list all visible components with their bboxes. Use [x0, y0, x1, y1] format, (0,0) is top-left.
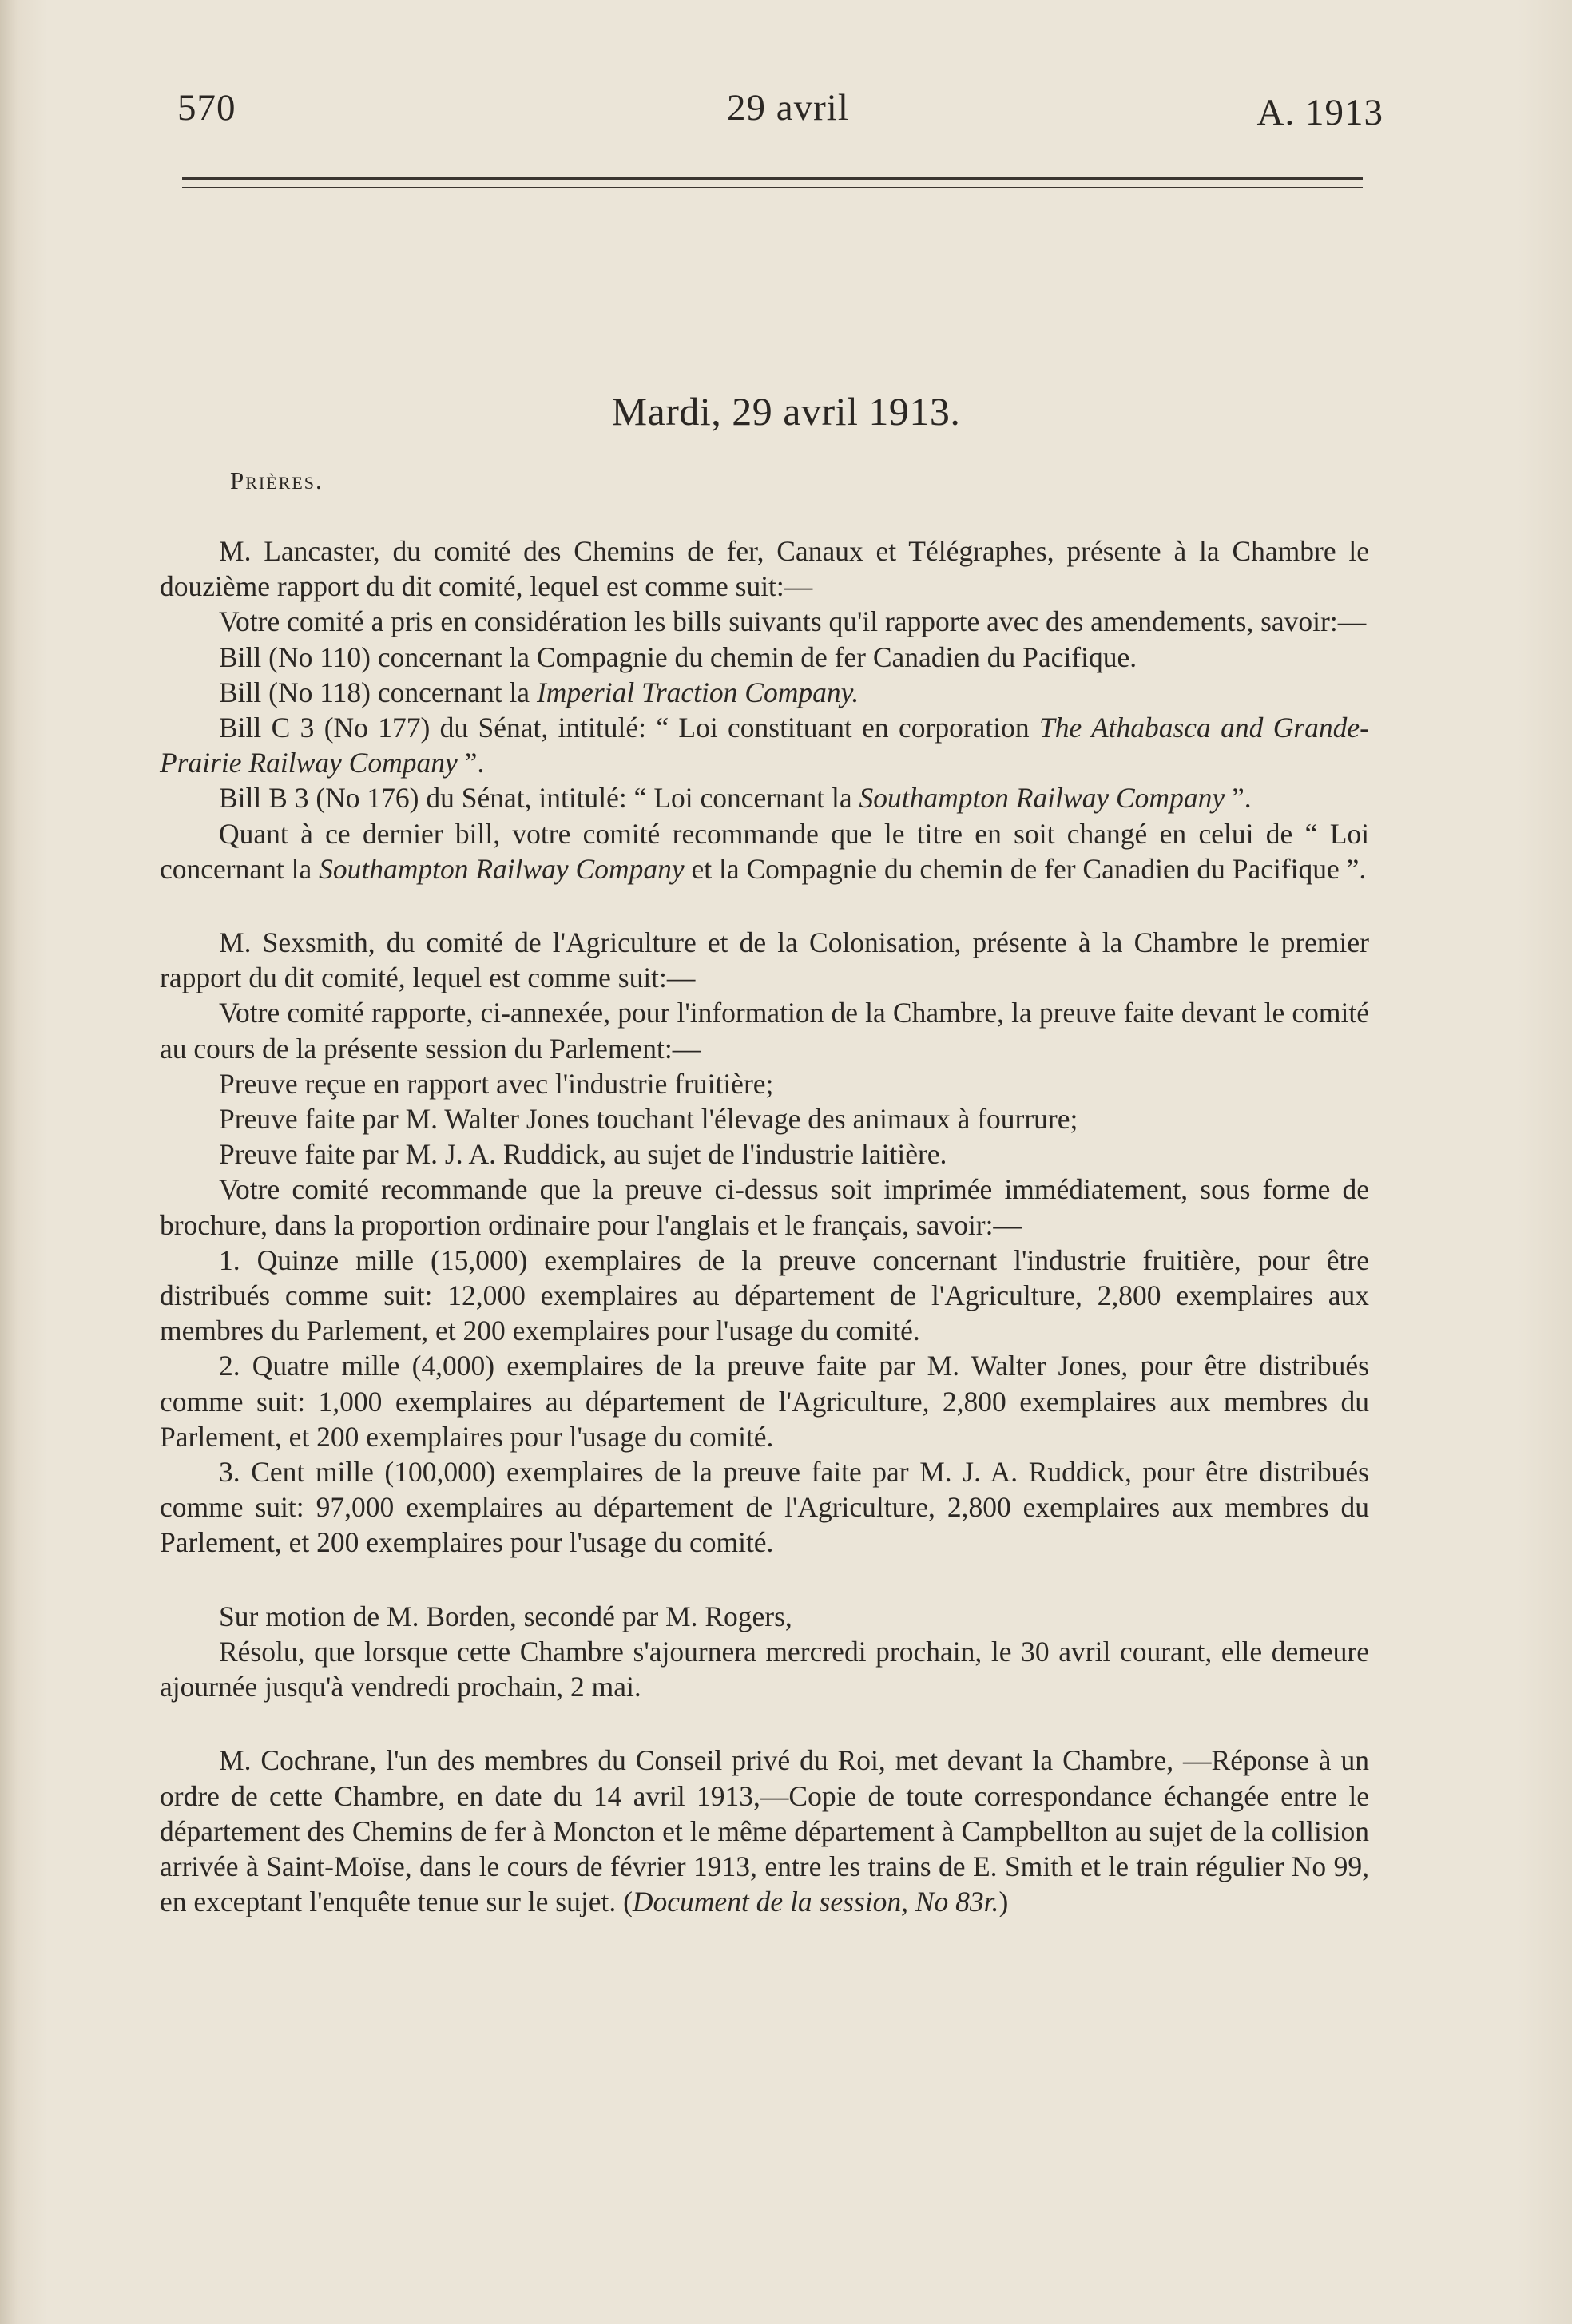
- header-rule-top: [182, 177, 1363, 180]
- borden-motion: Sur motion de M. Borden, secondé par M. Rogers,: [219, 1600, 792, 1632]
- bill-b3-company: Southampton Railway Company: [859, 782, 1225, 815]
- lancaster-intro: M. Lancaster, du comité des Chemins de fer, Canaux et Télégraphes, présente à la Chambre le douzième rapport du dit comité, lequel est comme suit:—: [160, 535, 1369, 603]
- sexsmith-recommends: Votre comité recommande que la preuve ci-dessus soit imprimée immédiatement, sous forme de brochure, dans la proportion ordinaire pour l'anglais et le français, savoir:—: [160, 1173, 1369, 1241]
- bill-b3-close: ”.: [1225, 782, 1252, 815]
- bill-118-company: Imperial Traction Company.: [536, 676, 859, 708]
- lancaster-considered: Votre comité a pris en considération les bills suivants qu'il rapporte avec des amendements, savoir:—: [219, 605, 1367, 638]
- last-bill-company: Southampton Railway Company: [319, 852, 685, 885]
- header-rule-bottom: [182, 187, 1363, 188]
- last-bill-text: Quant à ce dernier bill, votre comité recommande que le titre en soit changé en celui de “ Loi concernant la: [160, 817, 1369, 885]
- cochrane-text: M. Cochrane, l'un des membres du Conseil privé du Roi, met devant la Chambre, —Réponse à un ordre de cette Chambre, en date du 14 avril 1913,—Copie de toute correspondance échangée entre le département des Chemins de fer à Moncton et le même département à Campbellton au sujet de la collision arrivée à Saint-Moïse, dans le cours de février 1913, entre les trains de E. Smith et le train régulier No 99, en exceptant l'enquête tenue sur le sujet. (: [160, 1744, 1369, 1918]
- proof-dairy: Preuve faite par M. J. A. Ruddick, au sujet de l'industrie laitière.: [219, 1138, 947, 1171]
- cochrane-close: ): [998, 1886, 1009, 1918]
- bill-c3-company: The Athabasca and Grande-Prairie Railway Company: [160, 712, 1369, 779]
- bill-c3: [160, 710, 1369, 780]
- borden-resolved: Résolu, que lorsque cette Chambre s'ajournera mercredi prochain, le 30 avril courant, elle demeure ajournée jusqu'à vendredi prochain, 2 mai.: [160, 1635, 1369, 1703]
- sexsmith-intro: M. Sexsmith, du comité de l'Agriculture et de la Colonisation, présente à la Chambre le premier rapport du dit comité, lequel est comme suit:—: [160, 926, 1369, 994]
- header-date: 29 avril: [727, 87, 849, 129]
- last-bill-recommendation: [160, 816, 1369, 886]
- sitting-title: Mardi, 29 avril 1913.: [611, 389, 961, 434]
- proof-fruit: Preuve reçue en rapport avec l'industrie fruitière;: [219, 1067, 774, 1100]
- bill-c3-text: Bill C 3 (No 177) du Sénat, intitulé: “ Loi constituant en corporation: [219, 712, 1039, 744]
- last-bill-close: et la Compagnie du chemin de fer Canadien du Pacifique ”.: [684, 852, 1367, 885]
- bill-b3: [160, 780, 1369, 815]
- print-item-1: 1. Quinze mille (15,000) exemplaires de la preuve concernant l'industrie fruitière, pour être distribués comme suit: 12,000 exemplaires au département de l'Agriculture, 2,800 exemplaires aux membres du Parlement, et 200 exemplaires pour l'usage du comité.: [160, 1243, 1369, 1347]
- sexsmith-reports: Votre comité rapporte, ci-annexée, pour l'information de la Chambre, la preuve faite devant le comité au cours de la présente session du Parlement:—: [160, 997, 1369, 1065]
- journal-body: [160, 533, 1369, 1919]
- bill-118-text: Bill (No 118) concernant la: [219, 676, 537, 708]
- bill-110: Bill (No 110) concernant la Compagnie du chemin de fer Canadien du Pacifique.: [219, 640, 1137, 673]
- running-header: [177, 86, 1383, 150]
- page-number: 570: [177, 87, 236, 129]
- cochrane-return: [160, 1743, 1369, 1919]
- bill-b3-text: Bill B 3 (No 176) du Sénat, intitulé: “ Loi concernant la: [219, 782, 859, 815]
- bill-c3-close: ”.: [457, 747, 485, 779]
- proof-fur: Preuve faite par M. Walter Jones touchant l'élevage des animaux à fourrure;: [219, 1103, 1078, 1136]
- header-year: A. 1913: [1256, 92, 1383, 133]
- prayers-heading: Prières.: [230, 466, 324, 494]
- bill-118: [160, 675, 1369, 710]
- print-item-2: 2. Quatre mille (4,000) exemplaires de la preuve faite par M. Walter Jones, pour être distribués comme suit: 1,000 exemplaires au département de l'Agriculture, 2,800 exemplaires aux membres du Parlement, et 200 exemplaires pour l'usage du comité.: [160, 1350, 1369, 1453]
- sessional-document-ref: Document de la session, No 83r.: [632, 1886, 999, 1918]
- print-item-3: 3. Cent mille (100,000) exemplaires de la preuve faite par M. J. A. Ruddick, pour être distribués comme suit: 97,000 exemplaires au département de l'Agriculture, 2,800 exemplaires aux membres du Parlement, et 200 exemplaires pour l'usage du comité.: [160, 1456, 1369, 1559]
